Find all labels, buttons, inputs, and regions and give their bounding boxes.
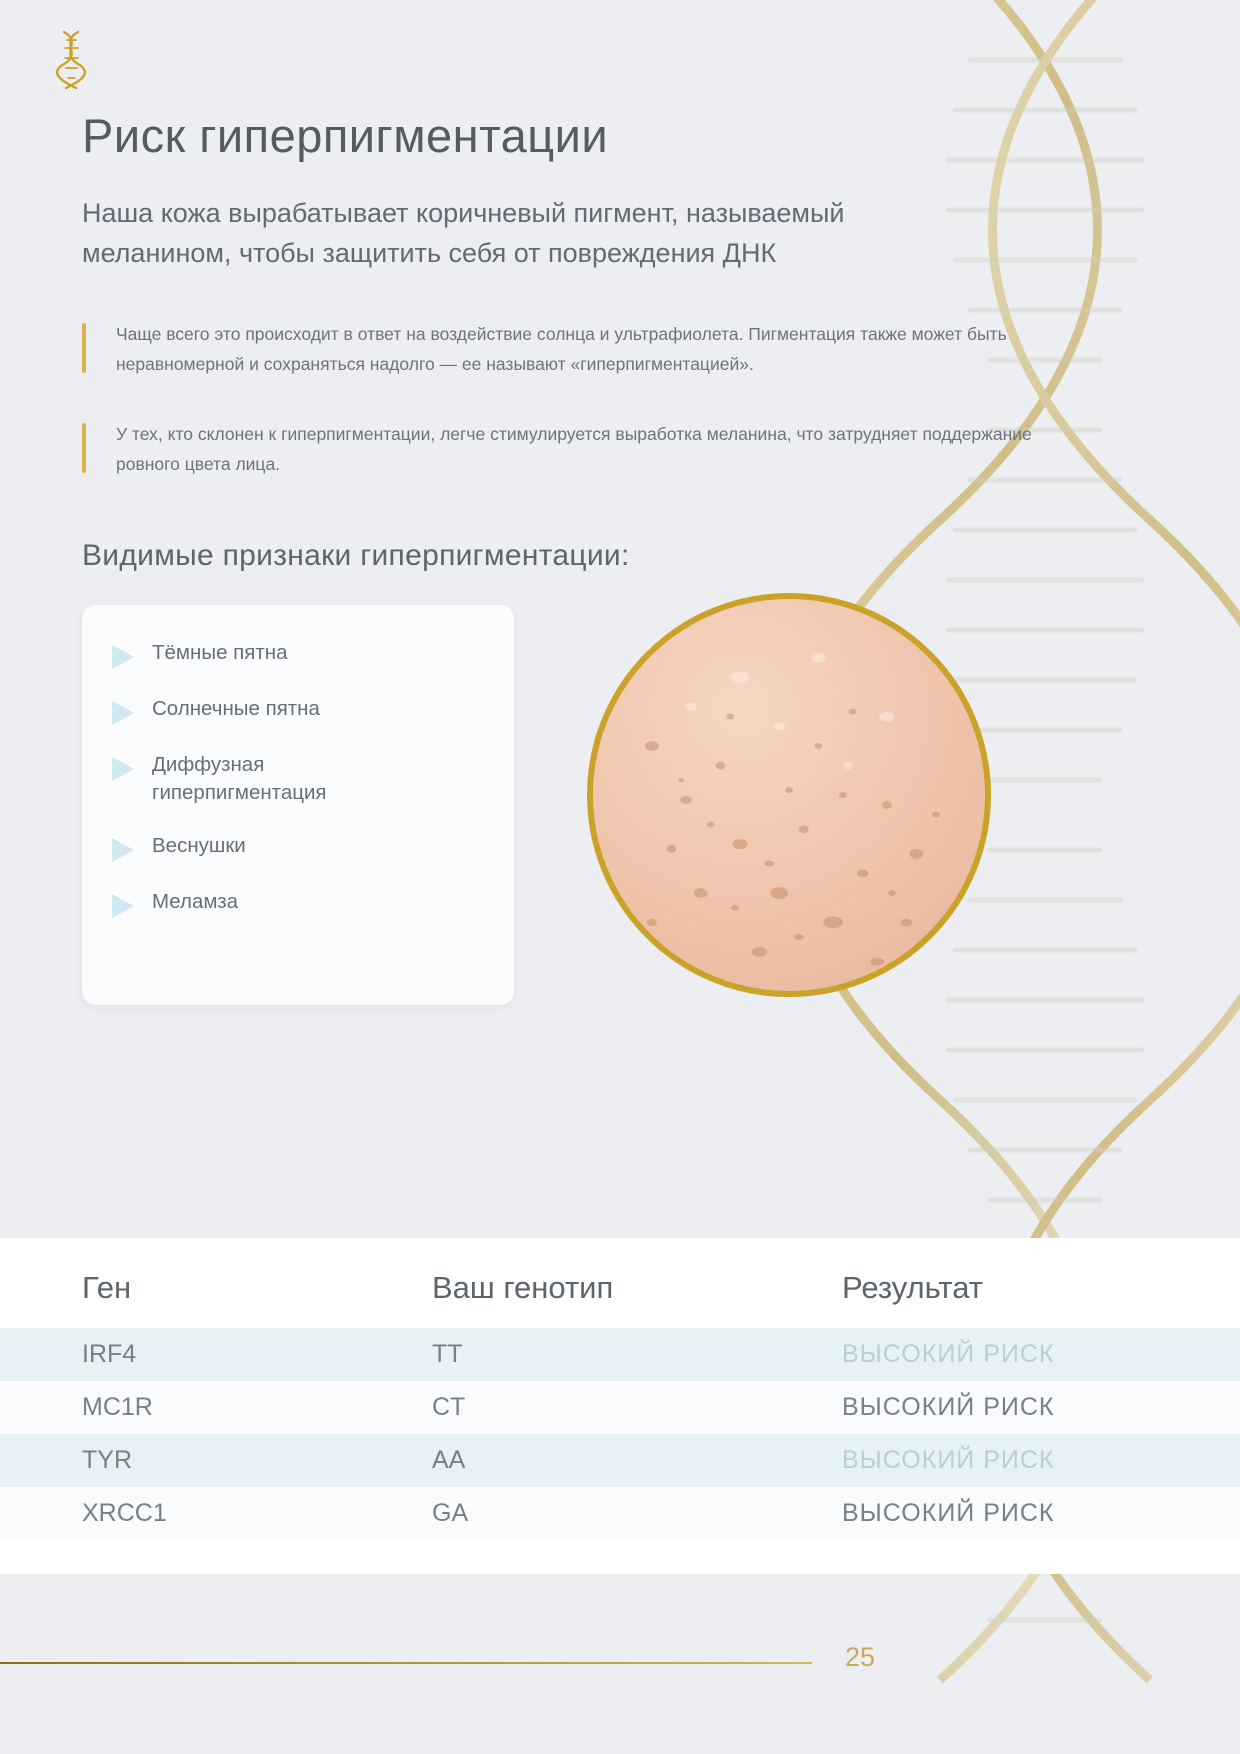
list-item [82, 751, 514, 806]
sign-label: Диффузная гиперпигментация [152, 753, 327, 804]
signs-section [82, 605, 1082, 1025]
cell-genotype: GA [432, 1487, 842, 1540]
sign-label: Солнечные пятна [152, 697, 320, 721]
table-row [0, 1434, 1240, 1487]
column-header-genotype: Ваш генотип [432, 1270, 614, 1305]
sign-label: Меламза [152, 890, 239, 914]
main-content [82, 108, 1082, 1025]
cell-gene: TYR [0, 1434, 432, 1487]
page-number: 25 [844, 1642, 876, 1672]
note-block-1 [82, 319, 1036, 379]
results-table-section [0, 1238, 1240, 1574]
column-header-result: Результат [842, 1270, 983, 1305]
triangle-bullet-icon [112, 838, 134, 862]
sign-label: Тёмные пятна [152, 641, 288, 665]
cell-genotype: AA [432, 1434, 842, 1487]
page-footer [0, 1636, 1240, 1696]
page-title: Риск гиперпигментации [82, 109, 609, 162]
table-row [0, 1487, 1240, 1540]
cell-genotype: TT [432, 1328, 842, 1381]
table-row [0, 1328, 1240, 1381]
table-header-row [0, 1260, 1240, 1328]
triangle-bullet-icon [112, 757, 134, 781]
list-item [82, 888, 514, 918]
skin-photo [587, 593, 991, 997]
table-row [0, 1381, 1240, 1434]
cell-result: ВЫСОКИЙ РИСК [842, 1328, 1240, 1381]
footer-divider [0, 1662, 812, 1664]
list-item [82, 832, 514, 862]
note-text-1: Чаще всего это происходит в ответ на воздействие солнца и ультрафиолета. Пигментация также может быть неравномерной и сохраняться надолго — ее называют «гиперпигментацией». [116, 323, 1007, 374]
note-text-2: У тех, кто склонен к гиперпигментации, легче стимулируется выработка меланина, что затрудняет поддержание ровного цвета лица. [116, 423, 1032, 474]
cell-gene: XRCC1 [0, 1487, 432, 1540]
dna-helix-icon [48, 28, 94, 90]
cell-gene: IRF4 [0, 1328, 432, 1381]
section-subtitle: Видимые признаки гиперпигментации: [82, 539, 630, 573]
cell-result: ВЫСОКИЙ РИСК [842, 1487, 1240, 1540]
cell-genotype: CT [432, 1381, 842, 1434]
cell-gene: MC1R [0, 1381, 432, 1434]
triangle-bullet-icon [112, 894, 134, 918]
cell-result: ВЫСОКИЙ РИСК [842, 1434, 1240, 1487]
triangle-bullet-icon [112, 701, 134, 725]
triangle-bullet-icon [112, 645, 134, 669]
column-header-gene: Ген [82, 1270, 132, 1305]
gene-results-table [0, 1260, 1240, 1540]
list-item [82, 639, 514, 669]
cell-result: ВЫСОКИЙ РИСК [842, 1381, 1240, 1434]
intro-paragraph: Наша кожа вырабатывает коричневый пигмент, называемый меланином, чтобы защитить себя от повреждения ДНК [82, 198, 845, 268]
list-item [82, 695, 514, 725]
signs-card [82, 605, 514, 1005]
note-block-2 [82, 419, 1036, 479]
sign-label: Веснушки [152, 834, 246, 858]
